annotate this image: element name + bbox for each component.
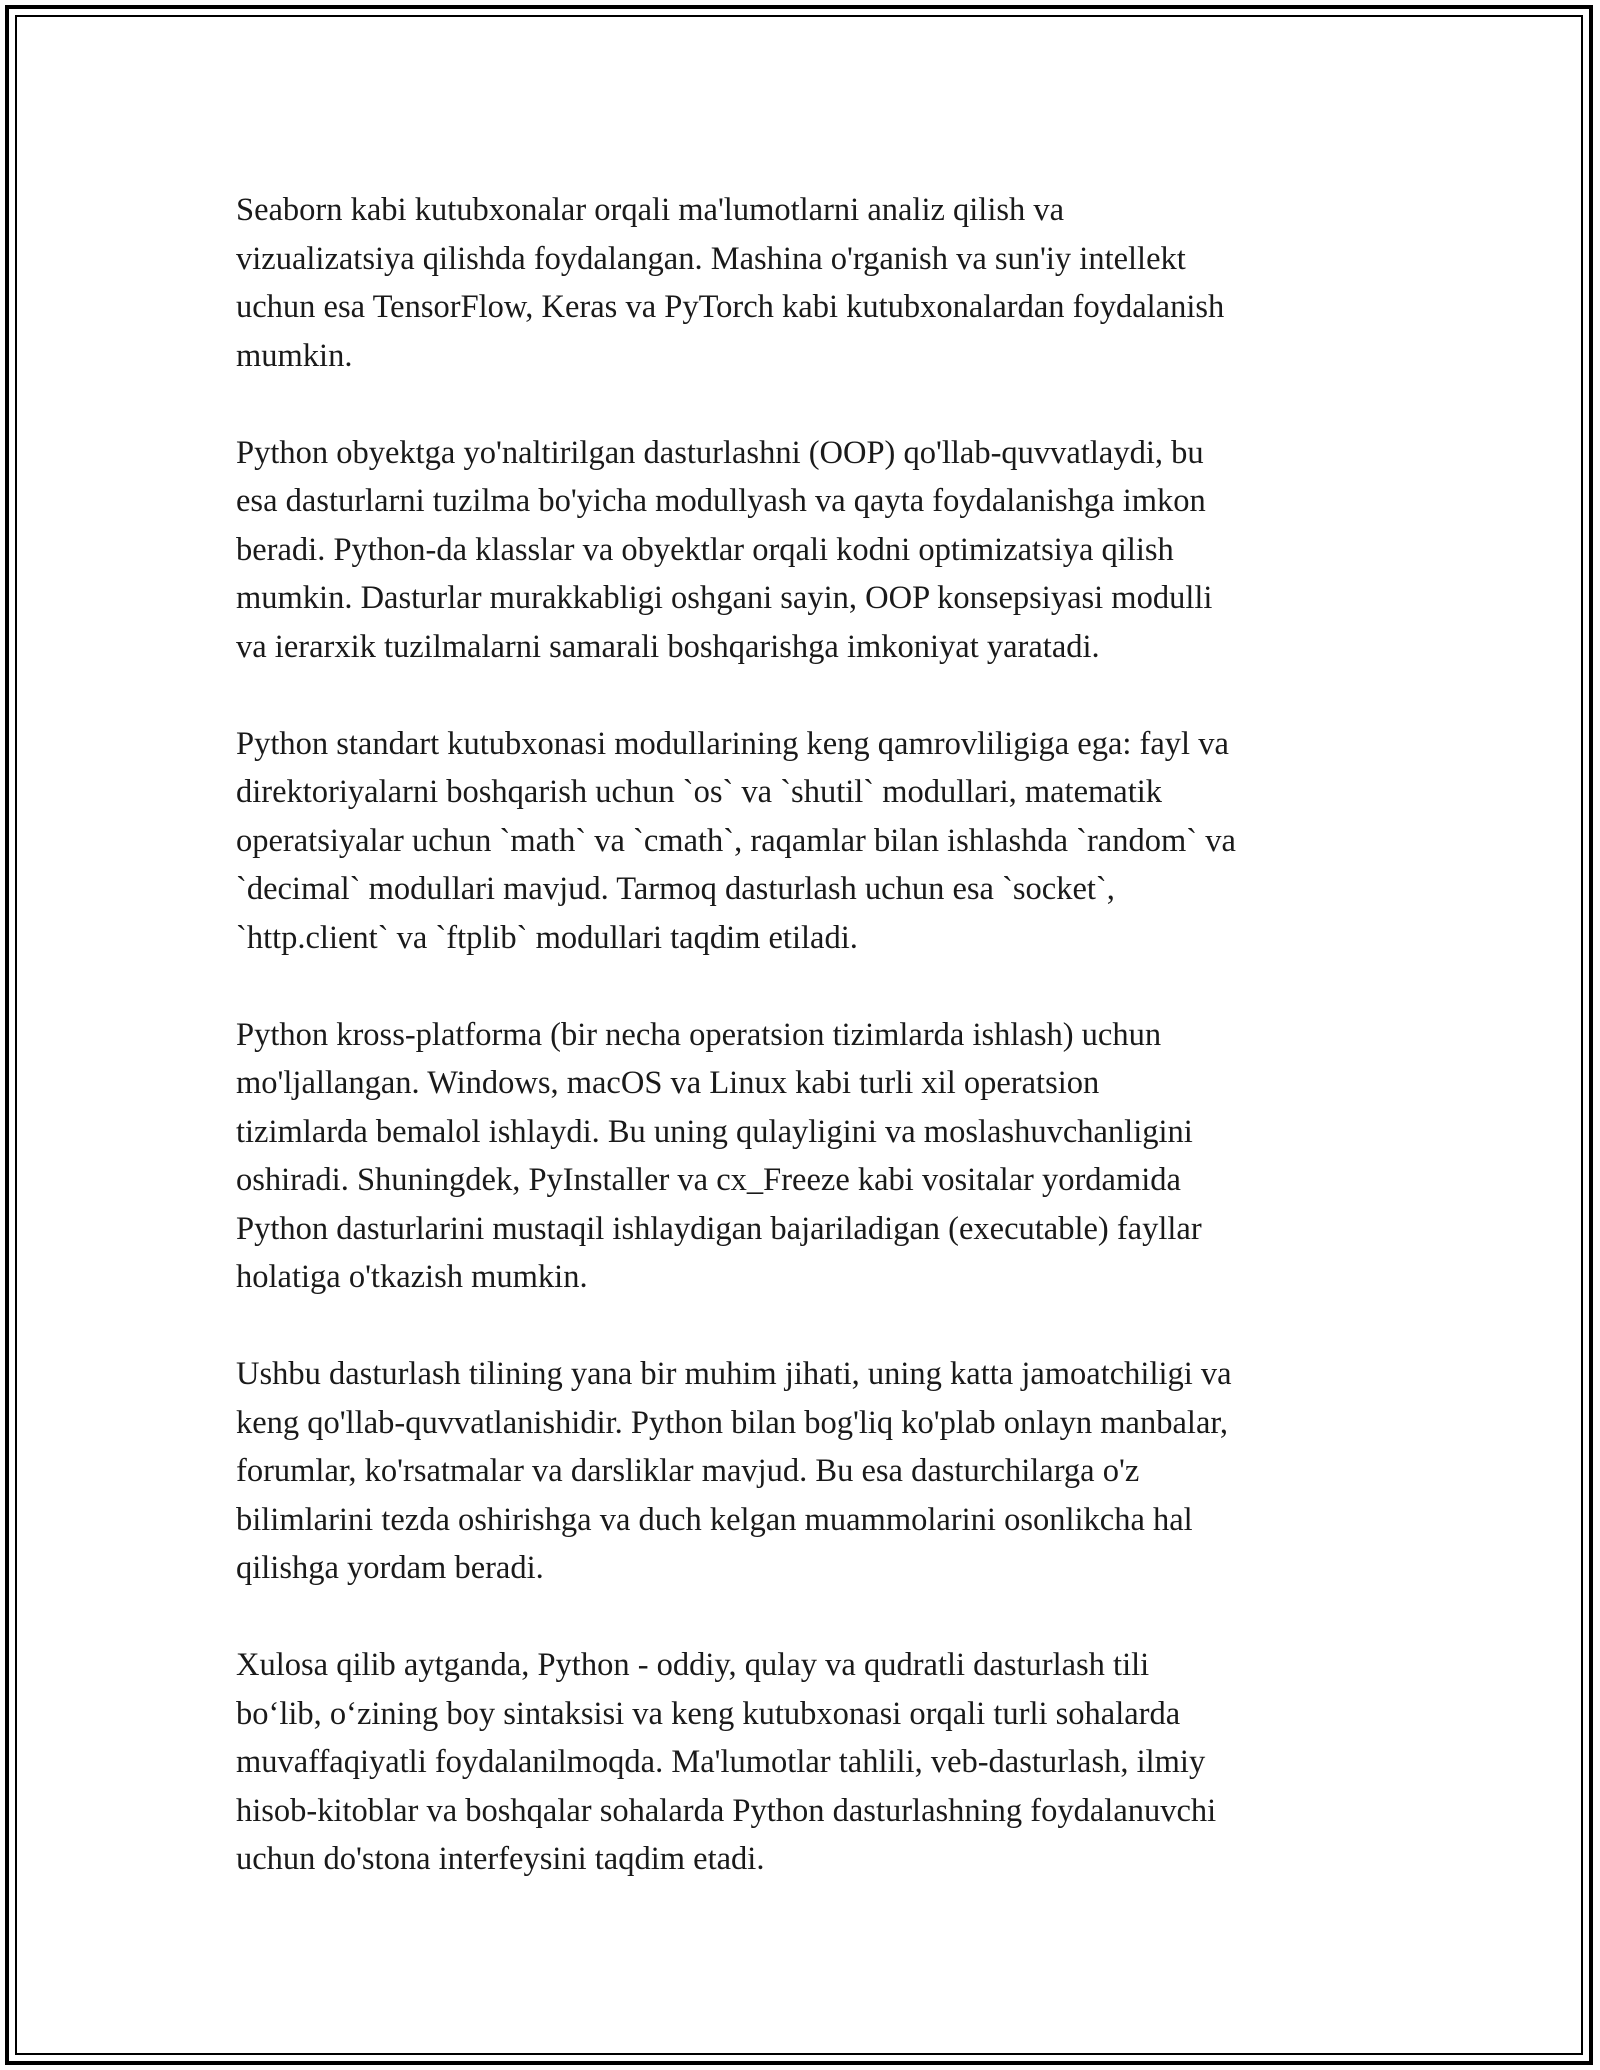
paragraph-community: Ushbu dasturlash tilining yana bir muhim jihati, uning katta jamoatchiligi va keng qo'llab-quvvatlanishidir. Python bilan bog'liq ko'plab onlayn manbalar, forumlar, ko'rsatmalar va darsliklar mavjud. Bu esa dasturchilarga o'z bilimlarini tezda oshirishga va duch kelgan muammolarini osonlikcha hal qilishga yordam beradi. [236, 1356, 1232, 1586]
paragraph-conclusion: Xulosa qilib aytganda, Python - oddiy, qulay va qudratli dasturlash tili bo‘lib, o‘zining boy sintaksisi va keng kutubxonasi orqali turli sohalarda muvaffaqiyatli foydalanilmoqda. Ma'lumotlar tahlili, veb-dasturlash, ilmiy hisob-kitoblar va boshqalar sohalarda Python dasturlashning foydalanuvchi uchun do'stona interfeysini taqdim etadi. [236, 1647, 1217, 1877]
paragraph-cross-platform: Python kross-platforma (bir necha operatsion tizimlarda ishlash) uchun mo'ljallangan. Windows, macOS va Linux kabi turli xil operatsion tizimlarda bemalol ishlaydi. Bu uning qulayligini va moslashuvchanligini oshiradi. Shuningdek, PyInstaller va cx_Freeze kabi vositalar yordamida Python dasturlarini mustaqil ishlaydigan bajariladigan (executable) fayllar holatiga o'tkazish mumkin. [236, 1016, 1202, 1295]
document-body [236, 186, 1370, 1932]
paragraph-oop: Python obyektga yo'naltirilgan dasturlashni (OOP) qo'llab-quvvatlaydi, bu esa dasturlarni tuzilma bo'yicha modullyash va qayta foydalanishga imkon beradi. Python-da klasslar va obyektlar orqali kodni optimizatsiya qilish mumkin. Dasturlar murakkabligi oshgani sayin, OOP konsepsiyasi modulli va ierarxik tuzilmalarni samarali boshqarishga imkoniyat yaratadi. [236, 434, 1213, 665]
paragraph-libraries: Seaborn kabi kutubxonalar orqali ma'lumotlarni analiz qilish va vizualizatsiya qilishda foydalangan. Mashina o'rganish va sun'iy intellekt uchun esa TensorFlow, Keras va PyTorch kabi kutubxonalardan foydalanish mumkin. [236, 192, 1225, 374]
paragraph-standard-library: Python standart kutubxonasi modullarining keng qamrovliligiga ega: fayl va direktoriyalarni boshqarish uchun `os` va `shutil` modullari, matematik operatsiyalar uchun `math` va `cmath`, raqamlar bilan ishlashda `random` va `decimal` modullari mavjud. Tarmoq dasturlash uchun esa `socket`, `http.client` va `ftplib` modullari taqdim etiladi. [236, 725, 1236, 956]
